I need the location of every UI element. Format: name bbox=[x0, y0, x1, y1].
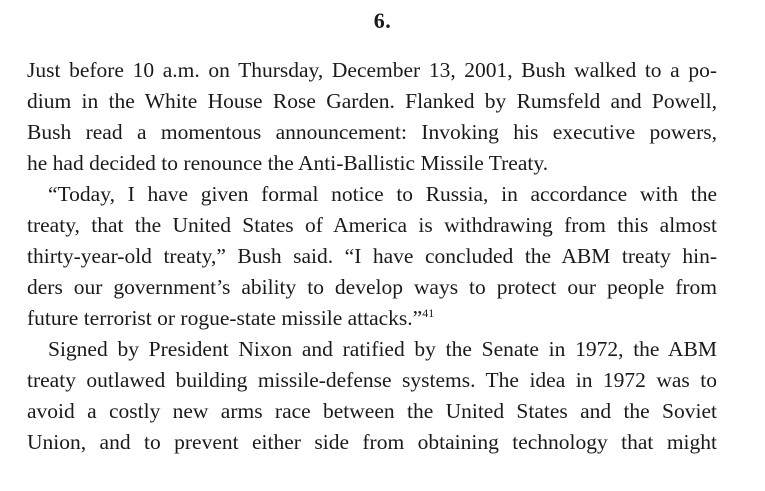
text-line: dium in the White House Rose Garden. Flanked by Rumsfeld and Powell, bbox=[27, 89, 717, 113]
text-line-with-footnote bbox=[27, 303, 717, 334]
text-line: future terrorist or rogue-state missile attacks.” bbox=[27, 306, 423, 330]
body-text bbox=[27, 55, 717, 458]
text-line: he had decided to renounce the Anti-Ballistic Missile Treaty. bbox=[27, 151, 549, 175]
chapter-number: 6. bbox=[373, 8, 392, 33]
text-line: avoid a costly new arms race between the United States and the Soviet bbox=[27, 399, 717, 423]
text-line: treaty outlawed building missile-defense systems. The idea in 1972 was to bbox=[27, 368, 717, 392]
text-line: Just before 10 a.m. on Thursday, December 13, 2001, Bush walked to a po- bbox=[27, 58, 717, 82]
text-line: Bush read a momentous announcement: Invoking his executive powers, bbox=[27, 120, 717, 144]
text-line: treaty, that the United States of America is withdrawing from this almost bbox=[27, 213, 717, 237]
text-line: “Today, I have given formal notice to Russia, in accordance with the bbox=[48, 182, 717, 206]
footnote-reference[interactable]: 41 bbox=[422, 306, 435, 320]
text-line: Union, and to prevent either side from obtaining technology that might bbox=[27, 430, 717, 454]
text-line: thirty-year-old treaty,” Bush said. “I have concluded the ABM treaty hin- bbox=[27, 244, 717, 268]
text-line: Signed by President Nixon and ratified by the Senate in 1972, the ABM bbox=[48, 337, 717, 361]
text-line: ders our government’s ability to develop ways to protect our people from bbox=[27, 275, 717, 299]
